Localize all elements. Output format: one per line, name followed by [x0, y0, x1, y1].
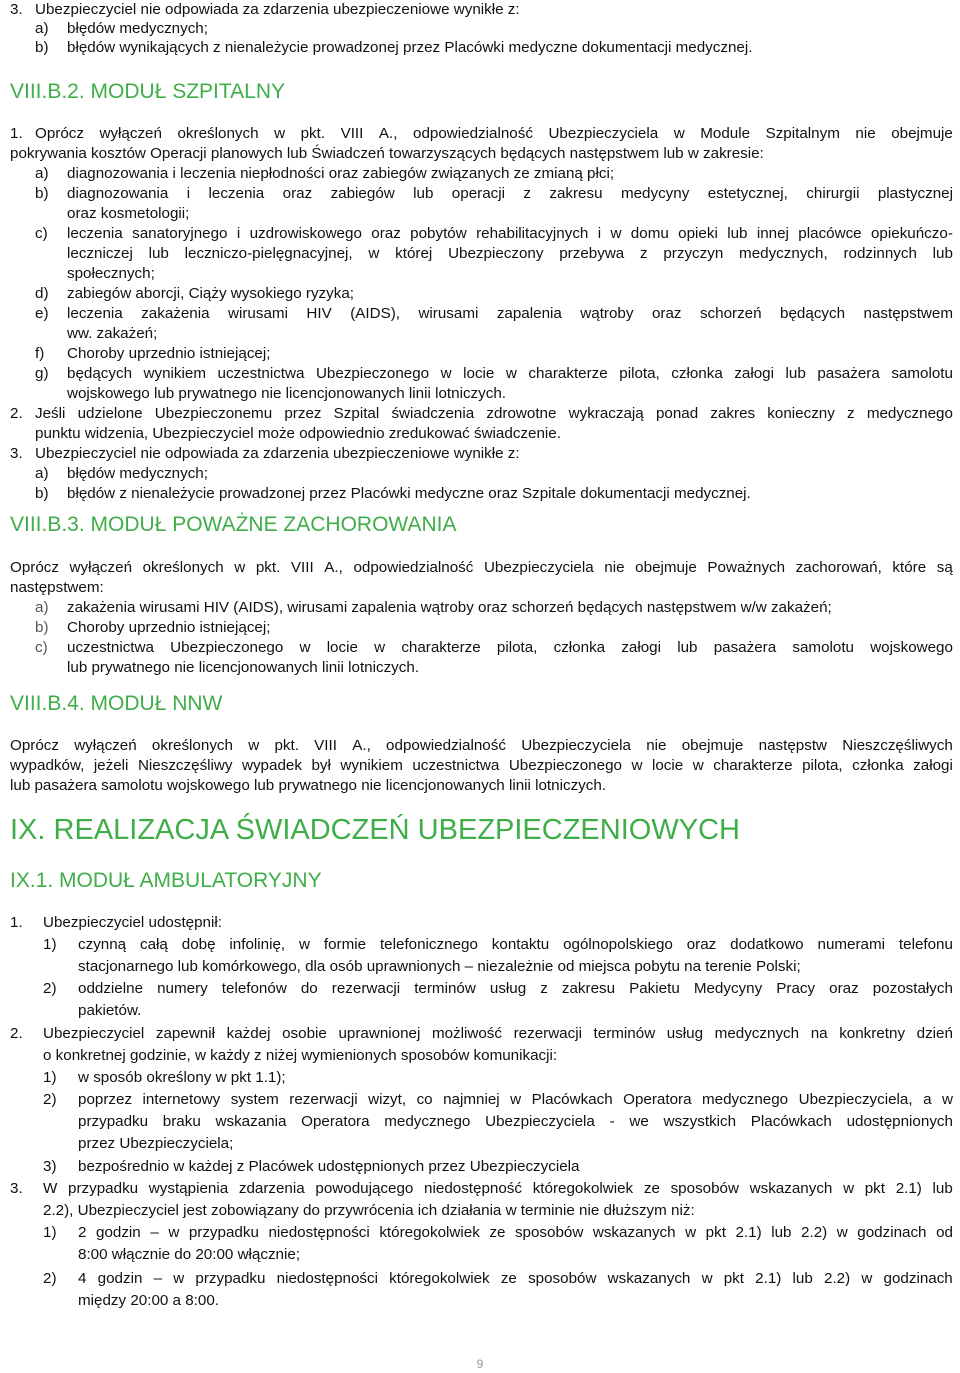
page-number: 9 — [476, 1357, 484, 1371]
list-marker: 3. — [10, 1, 23, 18]
text-line: o konkretnej godzinie, w każdy z niżej wymienionych sposobów komunikacji: — [43, 1047, 558, 1064]
list-marker: a) — [35, 465, 49, 482]
text-line: Ubezpieczyciel zapewnił każdej osobie uprawnionej możliwość rezerwacji terminów usług medycznych na konkretny dzień — [43, 1025, 953, 1042]
list-marker: b) — [35, 39, 49, 56]
text-line: przez Ubezpieczyciela; — [78, 1135, 234, 1152]
list-marker: a) — [35, 165, 49, 182]
list-marker: b) — [35, 619, 49, 636]
list-marker: f) — [35, 345, 45, 362]
text-line: Choroby uprzednio istniejącej; — [67, 345, 271, 362]
text-line: bezpośrednio w każdej z Placówek udostępnionych przez Ubezpieczyciela — [78, 1158, 580, 1175]
text-line: Jeśli udzielone Ubezpieczonemu przez Szpital świadczenia zdrowotne wykraczają ponad zakres konieczny z medycznego — [35, 405, 953, 422]
text-line: błędów z nienależycie prowadzonej przez Placówki medyczne oraz Szpitale dokumentacji medycznej. — [67, 485, 751, 502]
list-marker: 2. — [10, 1025, 23, 1042]
text-line: przypadku braku wskazania Operatora medycznego Ubezpieczyciela - we wszystkich Placówkach udostępnionych — [78, 1113, 953, 1130]
list-marker: 1) — [43, 1069, 57, 1086]
text-line: Oprócz wyłączeń określonych w pkt. VIII A., odpowiedzialność Ubezpieczyciela nie obejmuje następstw Nieszczęśliwych — [10, 737, 953, 754]
text-line: leczenia zakażenia wirusami HIV (AIDS), wirusami zapalenia wątroby oraz schorzeń będących następstwem — [67, 305, 953, 322]
list-marker: 2) — [43, 1270, 57, 1287]
text-line: błędów medycznych; — [67, 465, 208, 482]
list-marker: 2. — [10, 405, 23, 422]
text-line: Oprócz wyłączeń określonych w pkt. VIII A., odpowiedzialność Ubezpieczyciela nie obejmuje Poważnych zachorowań, które są — [10, 559, 953, 576]
text-line: Oprócz wyłączeń określonych w pkt. VIII A., odpowiedzialność Ubezpieczyciela w Module Szpitalnym nie obejmuje — [35, 125, 953, 142]
text-line: Choroby uprzednio istniejącej; — [67, 619, 271, 636]
list-marker: c) — [35, 225, 48, 242]
section-heading: VIII.B.3. MODUŁ POWAŻNE ZACHOROWANIA — [10, 513, 457, 536]
list-marker: 2) — [43, 980, 57, 997]
text-line: zakażenia wirusami HIV (AIDS), wirusami zapalenia wątroby oraz schorzeń będących następstwem w/w zakażeń; — [67, 599, 832, 616]
section-heading: VIII.B.2. MODUŁ SZPITALNY — [10, 80, 286, 103]
text-line: między 20:00 a 8:00. — [78, 1292, 219, 1309]
text-line: diagnozowania i leczenia oraz zabiegów lub operacji z zakresu medycyny estetycznej, chirurgii plastycznej — [67, 185, 953, 202]
list-marker: 1. — [10, 125, 23, 142]
text-line: oraz kosmetologii; — [67, 205, 190, 222]
text-line: następstwem: — [10, 579, 104, 596]
text-line: Ubezpieczyciel nie odpowiada za zdarzenia ubezpieczeniowe wynikłe z: — [35, 445, 520, 462]
text-line: uczestnictwa Ubezpieczonego w locie w charakterze pilota, członka załogi lub pasażera samolotu wojskowego — [67, 639, 953, 656]
list-marker: a) — [35, 599, 49, 616]
text-line: diagnozowania i leczenia niepłodności oraz zabiegów związanych ze zmianą płci; — [67, 165, 615, 182]
text-line: 4 godzin – w przypadku niedostępności któregokolwiek ze sposobów wskazanych w pkt 2.1) lub 2.2) w godzinach — [78, 1270, 953, 1287]
text-line: W przypadku wystąpienia zdarzenia powodującego niedostępność któregokolwiek ze sposobów wskazanych w pkt 2.1) lub — [43, 1180, 953, 1197]
text-line: w sposób określony w pkt 1.1); — [78, 1069, 286, 1086]
section-heading: VIII.B.4. MODUŁ NNW — [10, 692, 223, 715]
text-line: Ubezpieczyciel udostępnił: — [43, 914, 222, 931]
text-line: poprzez internetowy system rezerwacji wizyt, co najmniej w Placówkach Operatora medycznego Ubezpieczyciela, a w — [78, 1091, 953, 1108]
list-marker: b) — [35, 485, 49, 502]
text-line: zabiegów aborcji, Ciąży wysokiego ryzyka; — [67, 285, 354, 302]
list-marker: 3. — [10, 1180, 23, 1197]
text-line: 8:00 włącznie do 20:00 włącznie; — [78, 1246, 301, 1263]
text-line: czynną całą dobę infolinię, w formie telefonicznego kontaktu ogólnopolskiego oraz dodatkowo numerami telefonu — [78, 936, 953, 953]
list-marker: 1) — [43, 1224, 57, 1241]
text-line: błędów medycznych; — [67, 20, 208, 37]
list-marker: c) — [35, 639, 48, 656]
text-line: pakietów. — [78, 1002, 142, 1019]
section-heading: IX.1. MODUŁ AMBULATORYJNY — [10, 869, 322, 892]
list-marker: 3) — [43, 1158, 57, 1175]
chapter-heading: IX. REALIZACJA ŚWIADCZEŃ UBEZPIECZENIOWYCH — [10, 814, 740, 846]
list-marker: 3. — [10, 445, 23, 462]
text-line: leczenia sanatoryjnego i uzdrowiskowego oraz pobytów rehabilitacyjnych i w domu opieki lub innej placówce opiekuńczo- — [67, 225, 953, 242]
list-marker: d) — [35, 285, 49, 302]
text-line: społecznych; — [67, 265, 155, 282]
text-line: wypadków, jeżeli Nieszczęśliwy wypadek był wynikiem uczestnictwa Ubezpieczonego w locie w charakterze pilota, członka załogi — [10, 757, 953, 774]
text-line: punktu widzenia, Ubezpieczyciel może odpowiednio zredukować świadczenie. — [35, 425, 561, 442]
text-line: leczniczej lub leczniczo-pielęgnacyjnej, w której Ubezpieczony przebywa z przyczyn medycznych, rodzinnych lub — [67, 245, 953, 262]
list-marker: g) — [35, 365, 49, 382]
text-line: Ubezpieczyciel nie odpowiada za zdarzenia ubezpieczeniowe wynikłe z: — [35, 1, 520, 18]
text-line: ww. zakażeń; — [67, 325, 158, 342]
text-line: wojskowego lub prywatnego nie licencjonowanych linii lotniczych. — [67, 385, 506, 402]
list-marker: 1) — [43, 936, 57, 953]
text-line: stacjonarnego lub komórkowego, dla osób uprawnionych – niezależnie od miejsca pobytu na terenie Polski; — [78, 958, 801, 975]
list-marker: e) — [35, 305, 49, 322]
list-marker: 1. — [10, 914, 23, 931]
text-line: będących wynikiem uczestnictwa Ubezpieczonego w locie w charakterze pilota, członka załogi lub pasażera samolotu — [67, 365, 953, 382]
text-line: pokrywania kosztów Operacji planowych lub Świadczeń towarzyszących będących następstwem lub w zakresie: — [10, 145, 764, 162]
text-line: lub prywatnego nie licencjonowanych linii lotniczych. — [67, 659, 420, 676]
list-marker: b) — [35, 185, 49, 202]
list-marker: a) — [35, 20, 49, 37]
text-line: 2 godzin – w przypadku niedostępności któregokolwiek ze sposobów wskazanych w pkt 2.1) lub 2.2) w godzinach od — [78, 1224, 953, 1241]
list-marker: 2) — [43, 1091, 57, 1108]
text-line: lub pasażera samolotu wojskowego lub prywatnego nie licencjonowanych linii lotniczych. — [10, 777, 607, 794]
text-line: błędów wynikających z nienależycie prowadzonej przez Placówki medyczne dokumentacji medycznej. — [67, 39, 753, 56]
text-line: oddzielne numery telefonów do rezerwacji terminów usług z zakresu Pakietu Medycyny Pracy oraz pozostałych — [78, 980, 953, 997]
text-line: 2.2), Ubezpieczyciel jest zobowiązany do przywrócenia ich działania w terminie nie dłuższym niż: — [43, 1202, 695, 1219]
